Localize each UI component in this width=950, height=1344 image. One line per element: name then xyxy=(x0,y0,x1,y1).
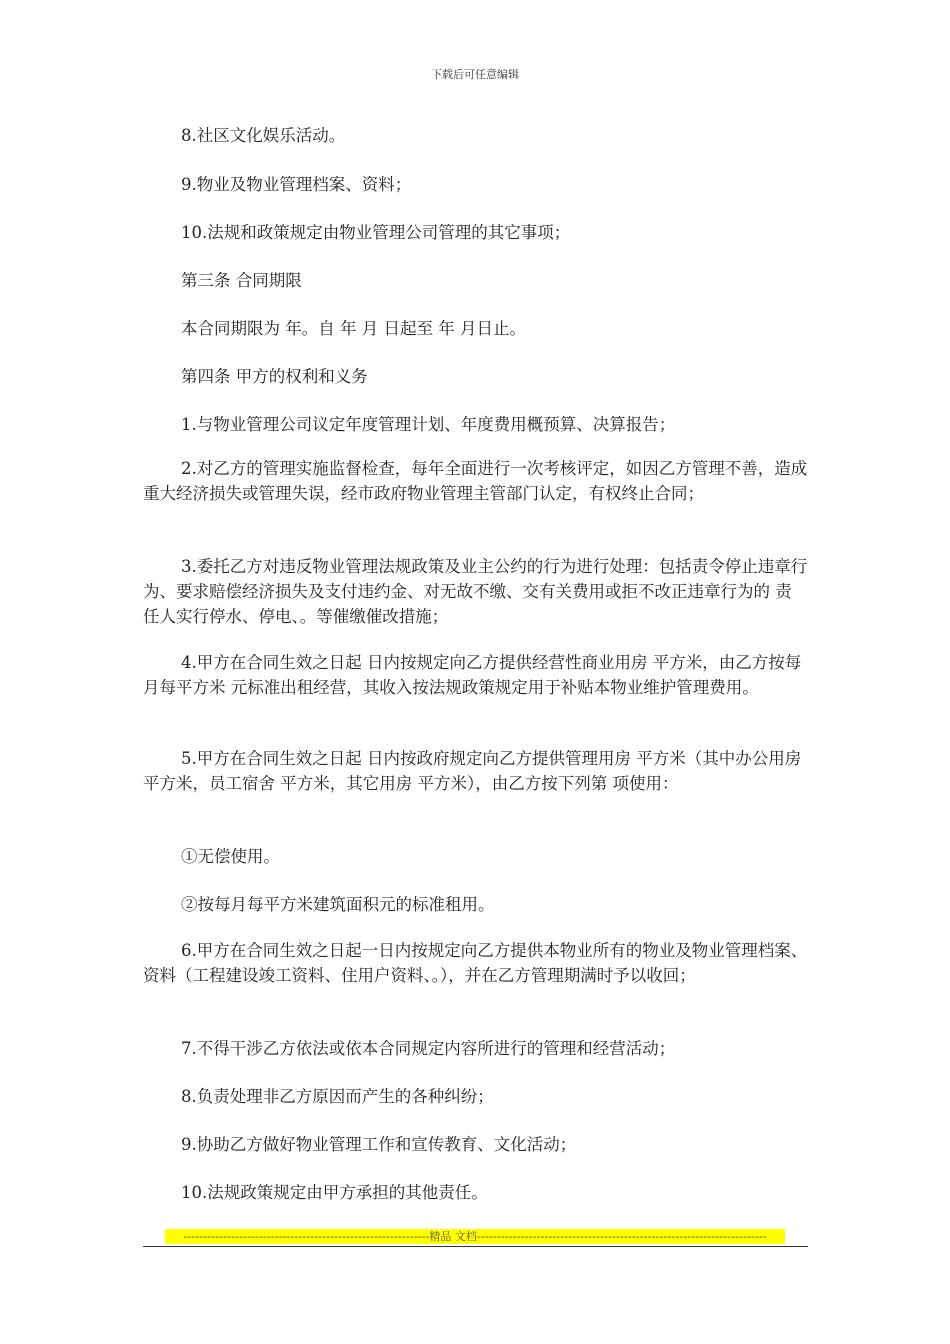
clause-item-8: 8.社区文化娱乐活动。 xyxy=(181,126,346,145)
party-a-duty-5: 5.甲方在合同生效之日起 日内按政府规定向乙方提供管理用房 平方米（其中办公用房 平方米，员工宿舍 平方米，其它用房 平方米），由乙方按下列第 项使用： xyxy=(143,749,802,793)
party-a-duty-3: 3.委托乙方对违反物业管理法规政策及业主公约的行为进行处理：包括责令停止违章行为、要求赔偿经济损失及支付违约金、对无故不缴、交有关费用或拒不改正违章行为的 责任人实行停水、停电、。等催缴催改措施； xyxy=(143,557,808,626)
party-a-duty-2: 2.对乙方的管理实施监督检查，每年全面进行一次考核评定，如因乙方管理不善，造成重大经济损失或管理失误，经市政府物业管理主管部门认定，有权终止合同； xyxy=(143,459,808,503)
party-a-duty-7: 7.不得干涉乙方依法或依本合同规定内容所进行的管理和经营活动； xyxy=(181,1039,676,1058)
party-a-duty-1: 1.与物业管理公司议定年度管理计划、年度费用概预算、决算报告； xyxy=(181,415,676,434)
party-a-duty-9: 9.协助乙方做好物业管理工作和宣传教育、文化活动； xyxy=(181,1135,577,1154)
usage-option-1: ①无偿使用。 xyxy=(181,847,280,866)
party-a-duty-4: 4.甲方在合同生效之日起 日内按规定向乙方提供经营性商业用房 平方米，由乙方按每月每平方米 元标准出租经营，其收入按法规政策规定用于补贴本物业维护管理费用。 xyxy=(143,653,802,697)
footer-banner: --------------------------------------------------------------精品 文档------------------------------------------------------------------------- xyxy=(165,1229,785,1244)
clause-item-10: 10.法规和政策规定由物业管理公司管理的其它事项； xyxy=(181,223,571,242)
page-header: 下载后可任意编辑 xyxy=(431,68,519,81)
section-heading-article-4: 第四条 甲方的权利和义务 xyxy=(181,367,368,386)
footer-divider xyxy=(143,1246,808,1247)
party-a-duty-8: 8.负责处理非乙方原因而产生的各种纠纷； xyxy=(181,1087,494,1106)
clause-item-9: 9.物业及物业管理档案、资料； xyxy=(181,175,412,194)
party-a-duty-10: 10.法规政策规定由甲方承担的其他责任。 xyxy=(181,1183,488,1202)
contract-term-paragraph: 本合同期限为 年。自 年 月 日起至 年 月日止。 xyxy=(181,319,526,338)
party-a-duty-6: 6.甲方在合同生效之日起一日内按规定向乙方提供本物业所有的物业及物业管理档案、资料（工程建设竣工资料、住用户资料、。），并在乙方管理期满时予以收回； xyxy=(143,941,808,985)
usage-option-2: ②按每月每平方米建筑面积元的标准租用。 xyxy=(181,895,495,914)
section-heading-article-3: 第三条 合同期限 xyxy=(181,271,302,290)
